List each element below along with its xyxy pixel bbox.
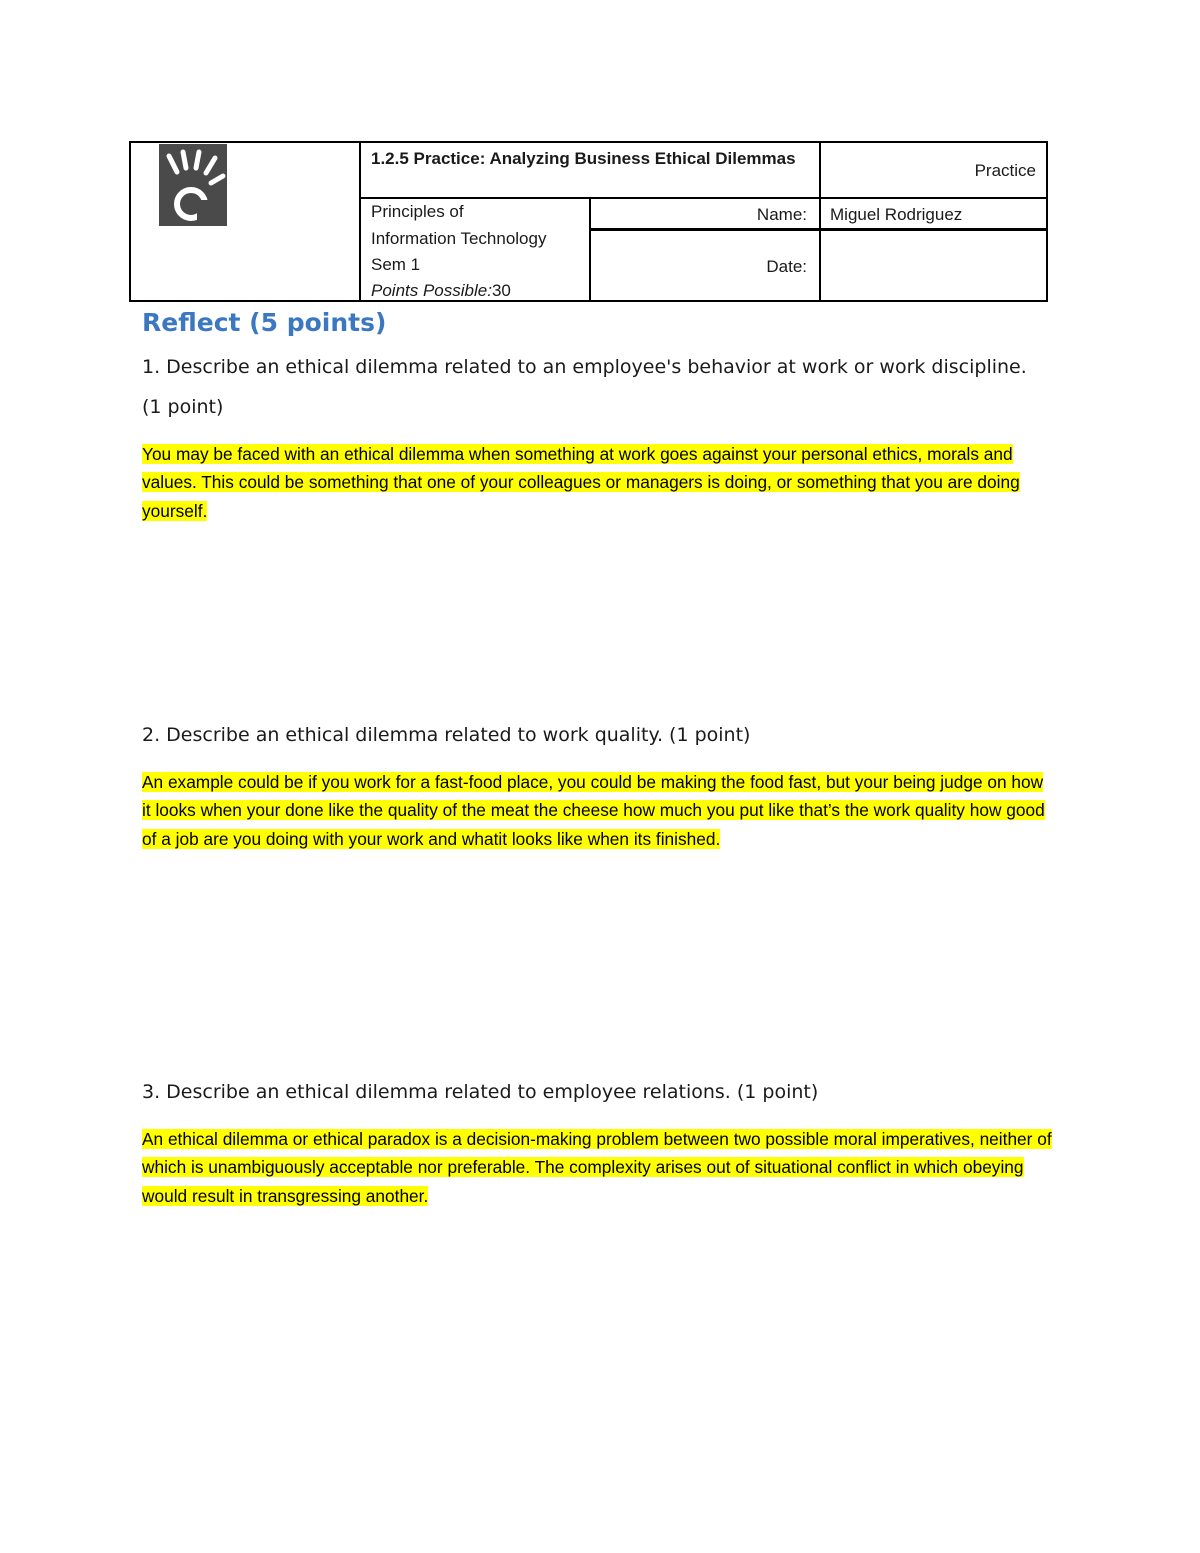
- header-table: [129, 141, 1048, 302]
- answer-1-text: You may be faced with an ethical dilemma when something at work goes against your personal ethics, morals and values. This could be something that one of your colleagues or managers is doing, or something that you are doing yourself.: [142, 444, 1020, 521]
- divider: [589, 228, 1046, 231]
- points-possible: [371, 278, 511, 304]
- divider: [819, 143, 821, 300]
- assignment-title: 1.2.5 Practice: Analyzing Business Ethical Dilemmas: [371, 149, 796, 168]
- answer-3-text: An ethical dilemma or ethical paradox is a decision-making problem between two possible moral imperatives, neither of which is unambiguously acceptable nor preferable. The complexity arises out of situational conflict in which obeying would result in transgressing another.: [142, 1129, 1052, 1206]
- assignment-type: Practice: [974, 161, 1036, 180]
- course-line-3: Sem 1: [371, 255, 421, 274]
- date-value[interactable]: [830, 254, 1030, 280]
- date-label: Date:: [766, 257, 807, 276]
- section-heading: Reflect (5 points): [142, 308, 387, 337]
- answer-3[interactable]: [142, 1125, 1052, 1210]
- answer-1[interactable]: [142, 440, 1052, 525]
- points-label: Points Possible:: [371, 281, 492, 300]
- question-2: 2. Describe an ethical dilemma related to work quality. (1 point): [142, 724, 751, 746]
- answer-2-text: An example could be if you work for a fast-food place, you could be making the food fast, but your being judge on how it looks when your done like the quality of the meat the cheese how much you put like that’s the work quality how good of a job are you doing with your work and whatit looks like when its finished.: [142, 772, 1045, 849]
- divider: [359, 143, 361, 300]
- points-value: 30: [491, 281, 511, 300]
- course-line-2: Information Technology: [371, 229, 547, 248]
- answer-2[interactable]: [142, 768, 1052, 853]
- name-value[interactable]: Miguel Rodriguez: [830, 205, 963, 224]
- question-1: 1. Describe an ethical dilemma related to an employee's behavior at work or work discipline. (1 point): [142, 356, 1027, 418]
- question-3: 3. Describe an ethical dilemma related to employee relations. (1 point): [142, 1081, 819, 1103]
- lightbulb-logo-icon: [159, 144, 227, 226]
- name-label: Name:: [756, 205, 807, 224]
- course-line-1: Principles of: [371, 202, 464, 221]
